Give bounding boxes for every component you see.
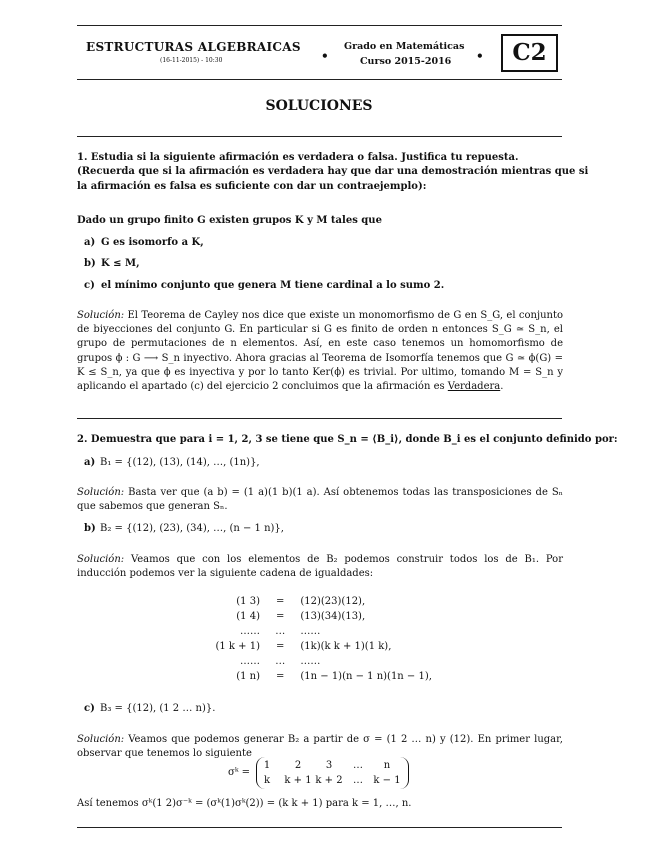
eq-op: … xyxy=(275,656,286,667)
matrix-cell: … xyxy=(353,775,363,786)
matrix-cell: k + 2 xyxy=(315,775,343,786)
matrix-cell: 1 xyxy=(263,760,271,771)
header-top-rule xyxy=(77,25,562,26)
exam-code-box xyxy=(501,34,558,72)
eq-lhs: …… xyxy=(240,656,260,667)
q1-solution-label: Solución: xyxy=(77,310,125,321)
eq-lhs: (1 k + 1) xyxy=(215,641,260,652)
q2-c-solution-label: Solución: xyxy=(77,734,125,745)
matrix-cell: k − 1 xyxy=(373,775,401,786)
q1-item-a-text: G es isomorfo a K, xyxy=(101,237,204,248)
eq-op: = xyxy=(275,596,285,607)
equation-row xyxy=(200,656,320,668)
equation-row xyxy=(200,626,320,638)
q2-item-a-label: a) xyxy=(84,457,96,468)
divider-bottom xyxy=(77,827,562,828)
q2-statement: 2. Demuestra que para i = 1, 2, 3 se tiene que S_n = ⟨B_i⟩, donde B_i es el conjunto definido por: xyxy=(77,434,618,445)
q1-item-a-label: a) xyxy=(84,237,96,248)
q1-statement-line-1: 1. Estudia si la siguiente afirmación es verdadera o falsa. Justifica tu repuesta. xyxy=(77,152,519,163)
equation-row xyxy=(200,611,365,623)
header-bottom-rule xyxy=(77,79,562,80)
q1-item-c-label: c) xyxy=(84,280,95,291)
q1-statement-line-2: (Recuerda que si la afirmación es verdadera hay que dar una demostración mientras que si xyxy=(77,166,589,177)
divider-2 xyxy=(77,418,562,419)
academic-year: Curso 2015-2016 xyxy=(360,56,452,67)
q2-c-solution xyxy=(77,733,563,761)
q2-item-b-text: B₂ = {(12), (23), (34), …, (n − 1 n)}, xyxy=(100,523,284,534)
eq-lhs: …… xyxy=(240,626,260,637)
degree-name: Grado en Matemáticas xyxy=(344,41,465,52)
q1-statement-line-3: la afirmación es falsa es suficiente con dar un contraejemplo): xyxy=(77,181,427,192)
matrix-cell: k + 1 xyxy=(284,775,312,786)
eq-rhs: …… xyxy=(300,626,321,637)
eq-rhs: (1n − 1)(n − 1 n)(1n − 1), xyxy=(300,671,432,682)
header-bullet-2: • xyxy=(476,49,484,63)
q2-c-conclusion: Así tenemos σᵏ(1 2)σ⁻ᵏ = (σᵏ(1)σᵏ(2)) = (k k + 1) para k = 1, …, n. xyxy=(77,798,412,809)
equation-row xyxy=(200,596,365,608)
eq-op: = xyxy=(275,611,285,622)
sigma-lhs: σᵏ = xyxy=(228,767,251,778)
matrix-cell: n xyxy=(383,760,391,771)
course-title: ESTRUCTURAS ALGEBRAICAS xyxy=(86,40,301,54)
q1-answer: Verdadera xyxy=(447,381,501,393)
exam-date-time: (16-11-2015) - 10:30 xyxy=(160,57,223,64)
matrix-cell: … xyxy=(353,760,363,771)
eq-rhs: (1k)(k k + 1)(1 k), xyxy=(300,641,392,652)
eq-lhs: (1 3) xyxy=(236,596,260,607)
q2-item-c-text: B₃ = {(12), (1 2 … n)}. xyxy=(100,703,216,714)
eq-op: = xyxy=(275,671,285,682)
eq-lhs: (1 n) xyxy=(236,671,260,682)
matrix-cell: k xyxy=(263,775,271,786)
eq-rhs: (12)(23)(12), xyxy=(300,596,366,607)
q1-item-c-text: el mínimo conjunto que genera M tiene cardinal a lo sumo 2. xyxy=(101,280,445,291)
matrix-cell: 2 xyxy=(294,760,302,771)
q2-item-b-label: b) xyxy=(84,523,96,534)
q1-answer-end: . xyxy=(500,381,504,393)
eq-lhs: (1 4) xyxy=(236,611,260,622)
q1-solution-text: El Teorema de Cayley nos dice que existe un monomorfismo de G en S_G, el conjunto de biyecciones del conjunto G. En particular si G es finito de orden n entonces S_G ≃ S_n, el grupo de permutaciones de n elementos. Así, en este caso tenemos un homomorfismo de grupos ϕ : G ⟶ S_n inyectivo. Ahora gracias al Teorema de Isomorfía tenemos que G ≃ ϕ(G) = K ≤ S_n, ya que ϕ es inyectiva y por lo tanto Ker(ϕ) es trivial. Por ultimo, tomando M = S_n y aplicando el apartado (c) del ejercicio 2 concluimos que la afirmación es xyxy=(77,310,563,393)
q2-a-solution-text: Basta ver que (a b) = (1 a)(1 b)(1 a). Así obtenemos todas las transposiciones de Sₙ que sabemos que generan Sₙ. xyxy=(77,487,563,513)
equation-row xyxy=(200,641,391,653)
eq-rhs: (13)(34)(13), xyxy=(300,611,366,622)
q2-item-a-text: B₁ = {(12), (13), (14), …, (1n)}, xyxy=(100,457,260,468)
page-title: SOLUCIONES xyxy=(265,98,373,114)
q2-c-solution-text: Veamos que podemos generar B₂ a partir de σ = (1 2 … n) y (12). En primer lugar, observar que tenemos lo siguiente xyxy=(77,734,563,760)
q2-a-solution xyxy=(77,486,563,514)
exam-code: C2 xyxy=(512,39,547,66)
matrix-cell: 3 xyxy=(325,760,333,771)
equation-row xyxy=(200,671,432,683)
q1-claim: Dado un grupo finito G existen grupos K y M tales que xyxy=(77,215,382,226)
q2-b-solution xyxy=(77,553,563,581)
eq-rhs: …… xyxy=(300,656,321,667)
divider-1 xyxy=(77,136,562,137)
header-bullet-1: • xyxy=(321,49,329,63)
q2-a-solution-label: Solución: xyxy=(77,487,125,498)
q1-item-b-label: b) xyxy=(84,258,96,269)
q2-b-solution-label: Solución: xyxy=(77,554,125,565)
eq-op: = xyxy=(275,641,285,652)
q2-item-c-label: c) xyxy=(84,703,95,714)
q2-b-solution-text: Veamos que con los elementos de B₂ podemos construir todos los de B₁. Por inducción podemos ver la siguiente cadena de igualdades: xyxy=(77,554,563,580)
q1-item-b-text: K ≤ M, xyxy=(101,258,140,269)
q1-solution xyxy=(77,309,563,394)
eq-op: … xyxy=(275,626,286,637)
